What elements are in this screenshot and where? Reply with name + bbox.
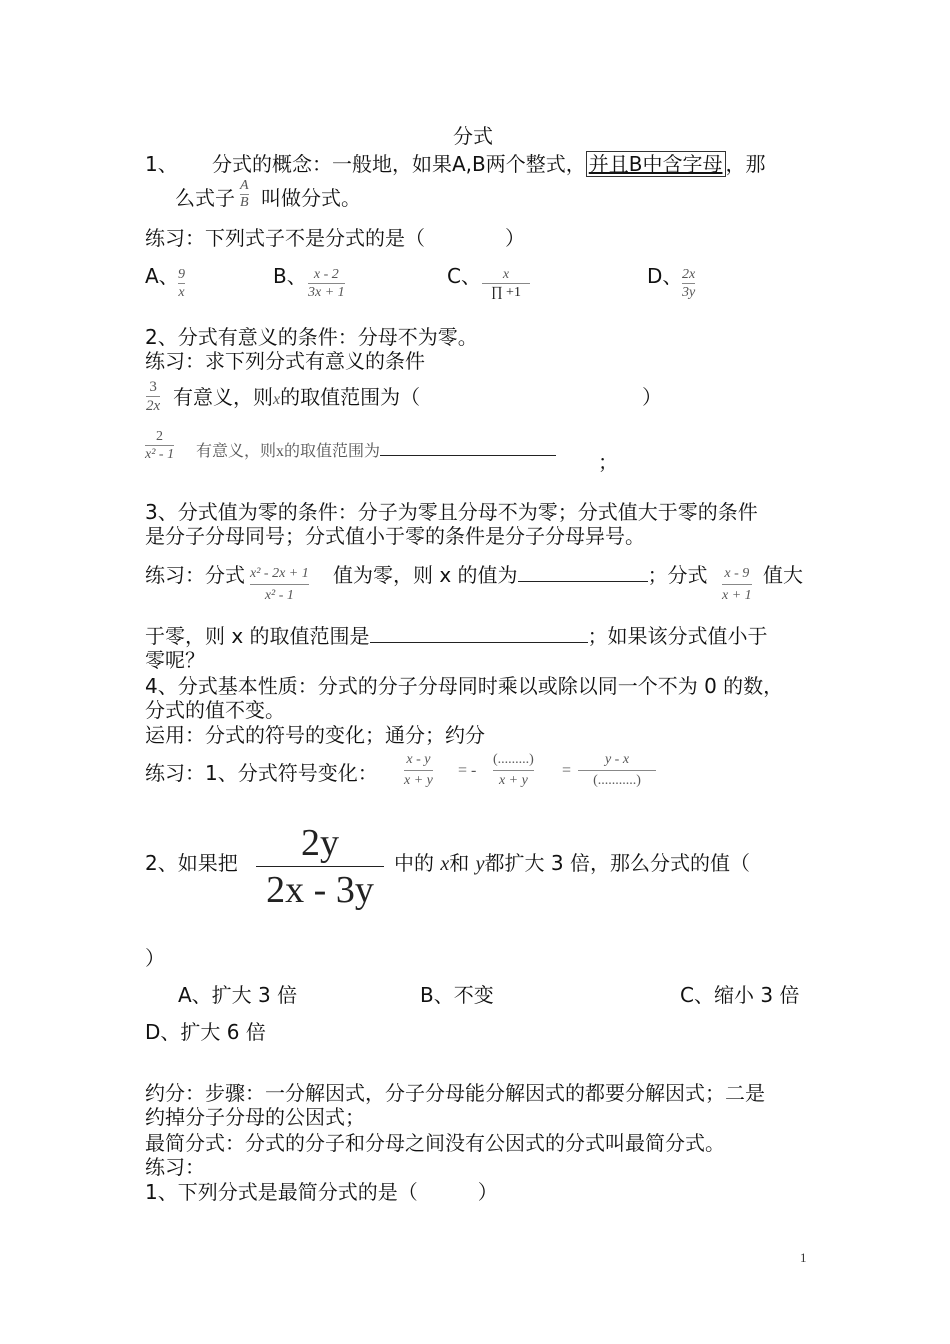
q2-fraction bbox=[145, 428, 174, 463]
s3-line4-a: 于零，则 x 的取值范围是 bbox=[145, 624, 370, 648]
q2-text bbox=[196, 437, 556, 462]
definition-text-b: ，那 bbox=[725, 152, 766, 176]
sign-fraction-3 bbox=[578, 750, 656, 791]
s4-exercise-2-close-paren: ） bbox=[145, 946, 165, 970]
boxed-condition: 并且B中含字母 bbox=[586, 151, 726, 177]
section-2-heading: 2、分式有意义的条件：分母不为零。 bbox=[145, 325, 478, 349]
option-c-label: C、 bbox=[447, 264, 481, 288]
option-c-numerator: x bbox=[502, 267, 510, 282]
s4-ex2-and: 和 bbox=[449, 851, 470, 875]
q1-close-paren: ） bbox=[642, 385, 662, 409]
s4-option-a: A、扩大 3 倍 bbox=[178, 983, 298, 1007]
section-3-exercise-d: 值大 bbox=[763, 563, 803, 587]
s3-fraction-1 bbox=[250, 563, 309, 606]
section-3-line-4 bbox=[145, 624, 768, 648]
option-a-fraction bbox=[178, 266, 185, 301]
q1-text-b: 的取值范围为（ bbox=[280, 385, 421, 409]
option-a-denominator: x bbox=[178, 285, 185, 300]
section-4-line-1: 4、分式基本性质：分式的分子分母同时乘以或除以同一个不为 0 的数， bbox=[145, 674, 784, 698]
section-3-exercise-b bbox=[333, 563, 708, 587]
q2-text-body: 有意义，则x的取值范围为 bbox=[196, 443, 381, 460]
sign-equals-minus: = - bbox=[458, 762, 477, 779]
fraction-a-over-b bbox=[240, 178, 249, 211]
section-5-line-4: 练习： bbox=[145, 1155, 205, 1179]
option-d-label: D、 bbox=[647, 264, 683, 288]
section-3-line-5: 零呢？ bbox=[145, 648, 205, 672]
sign-f2-numerator: (.........) bbox=[493, 752, 534, 767]
s3-fraction-2 bbox=[722, 563, 752, 606]
option-b-numerator: x - 2 bbox=[313, 267, 339, 282]
q2-semicolon: ； bbox=[598, 450, 618, 474]
sign-f3-denominator: (...........) bbox=[593, 773, 641, 788]
s4-exercise-2-text bbox=[394, 851, 750, 876]
section-4-application: 运用：分式的符号的变化；通分；约分 bbox=[145, 723, 485, 747]
big-denominator: 2x - 3y bbox=[266, 869, 374, 911]
exercise-1-prompt: 练习：下列式子不是分式的是（ ） bbox=[145, 226, 525, 250]
sign-fraction-2 bbox=[493, 750, 534, 791]
section-3-exercise-a: 练习：分式 bbox=[145, 563, 245, 587]
fraction-numerator: A bbox=[240, 178, 249, 193]
q1-variable: x bbox=[273, 391, 281, 408]
q1-text-a: 有意义，则 bbox=[173, 385, 273, 409]
q2-denominator: x² - 1 bbox=[145, 447, 175, 462]
s4-ex2-rest: 都扩大 3 倍，那么分式的值（ bbox=[484, 851, 750, 875]
fraction-denominator: B bbox=[240, 195, 249, 210]
sign-f1-denominator: x + y bbox=[404, 773, 433, 788]
q1-text bbox=[173, 385, 420, 412]
s4-option-b: B、不变 bbox=[420, 983, 494, 1007]
s3-range-answer-blank[interactable] bbox=[370, 624, 588, 643]
section-2-prompt: 练习：求下列分式有意义的条件 bbox=[145, 349, 425, 373]
q1-denominator: 2x bbox=[146, 398, 161, 414]
q2-numerator: 2 bbox=[156, 429, 164, 444]
s3-f2-denominator: x + 1 bbox=[722, 588, 752, 603]
section-5-line-2: 约掉分子分母的公因式； bbox=[145, 1105, 365, 1129]
definition-line-2a: 么式子 bbox=[175, 186, 235, 210]
sign-f1-numerator: x - y bbox=[406, 752, 431, 767]
s3-f1-numerator: x² - 2x + 1 bbox=[250, 566, 309, 581]
q2-answer-blank[interactable] bbox=[380, 437, 556, 456]
option-b-label: B、 bbox=[273, 264, 307, 288]
option-d-numerator: 2x bbox=[682, 267, 696, 282]
section-5-line-3: 最简分式：分式的分子和分母之间没有公因式的分式叫最简分式。 bbox=[145, 1131, 725, 1155]
sign-equals: = bbox=[562, 762, 572, 779]
big-numerator: 2y bbox=[301, 822, 339, 864]
section-4-line-2: 分式的值不变。 bbox=[145, 698, 285, 722]
section-3-line-1: 3、分式值为零的条件：分子为零且分母不为零；分式值大于零的条件 bbox=[145, 500, 758, 524]
section-1-number: 1、 bbox=[145, 152, 178, 176]
page-title: 分式 bbox=[453, 124, 493, 148]
sign-f3-numerator: y - x bbox=[604, 752, 630, 767]
s3-f2-numerator: x - 9 bbox=[724, 566, 750, 581]
section-3-line-2: 是分子分母同号；分式值小于零的条件是分子分母异号。 bbox=[145, 524, 645, 548]
s3-f1-denominator: x² - 1 bbox=[264, 588, 294, 603]
q1-numerator: 3 bbox=[149, 379, 157, 395]
option-d-fraction bbox=[682, 266, 695, 301]
s3-line4-b: ；如果该分式值小于 bbox=[587, 624, 768, 648]
section-5-line-5: 1、下列分式是最简分式的是（ ） bbox=[145, 1180, 498, 1204]
s3-text-b: 值为零，则 x 的值为 bbox=[333, 563, 518, 587]
option-c-fraction bbox=[482, 266, 530, 301]
s4-ex2-y: y bbox=[475, 853, 485, 875]
big-fraction bbox=[256, 820, 384, 913]
s4-exercise-1-label: 练习：1、分式符号变化： bbox=[145, 761, 378, 785]
sign-fraction-1 bbox=[404, 750, 433, 791]
option-d-denominator: 3y bbox=[682, 285, 696, 300]
definition-text-a: 分式的概念：一般地，如果A,B两个整式， bbox=[212, 152, 586, 176]
q1-fraction bbox=[146, 378, 160, 415]
section-1-definition bbox=[212, 152, 766, 176]
s4-ex2-of: 中的 bbox=[394, 851, 434, 875]
s4-option-d: D、扩大 6 倍 bbox=[145, 1020, 266, 1044]
option-c-denominator: ∏ +1 bbox=[491, 285, 521, 300]
option-b-fraction bbox=[308, 266, 345, 301]
section-5-line-1: 约分：步骤：一分解因式，分子分母能分解因式的都要分解因式；二是 bbox=[145, 1081, 765, 1105]
definition-line-2b: 叫做分式。 bbox=[261, 186, 361, 210]
s4-option-c: C、缩小 3 倍 bbox=[680, 983, 800, 1007]
s4-ex2-x: x bbox=[440, 853, 450, 875]
s3-text-c: ；分式 bbox=[647, 563, 708, 587]
s4-exercise-2-label: 2、如果把 bbox=[145, 851, 238, 875]
s3-zero-answer-blank[interactable] bbox=[518, 563, 648, 582]
page-number: 1 bbox=[800, 1250, 807, 1265]
option-b-denominator: 3x + 1 bbox=[308, 285, 345, 300]
option-a-label: A、 bbox=[145, 264, 179, 288]
sign-f2-denominator: x + y bbox=[498, 773, 528, 788]
option-a-numerator: 9 bbox=[178, 267, 185, 282]
